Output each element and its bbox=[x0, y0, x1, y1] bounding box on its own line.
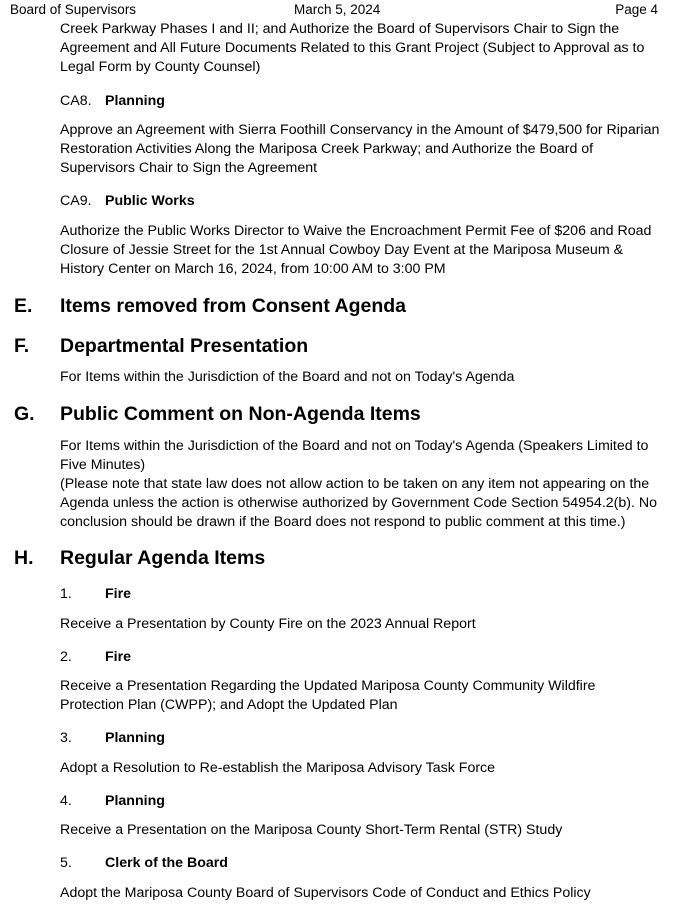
item-department: Public Works bbox=[105, 193, 195, 209]
item-department: Planning bbox=[105, 730, 165, 746]
item-department: Clerk of the Board bbox=[105, 855, 228, 871]
regular-item-description: Receive a Presentation by County Fire on the 2023 Annual Report bbox=[60, 616, 476, 632]
item-department: Planning bbox=[105, 793, 165, 809]
regular-item-description: Adopt a Resolution to Re-establish the Mariposa Advisory Task Force bbox=[60, 760, 496, 776]
section-heading-g bbox=[14, 402, 421, 426]
regular-item-heading bbox=[60, 854, 228, 873]
regular-item-heading bbox=[60, 792, 165, 811]
item-number: CA9. bbox=[60, 193, 92, 209]
regular-item-heading bbox=[60, 729, 165, 748]
section-g-note: (Please note that state law does not allow action to be taken on any item not appearing on the Agenda unless the action is otherwise authorized by Government Code Section 54954.2(b). No conclusion should be drawn if the Board does not respond to public comment at this time.) bbox=[60, 476, 658, 530]
section-letter: G. bbox=[14, 403, 35, 425]
header-meeting-date: March 5, 2024 bbox=[294, 2, 381, 17]
item-department: Fire bbox=[105, 649, 132, 665]
page-header bbox=[0, 2, 680, 20]
header-body-name: Board of Supervisors bbox=[10, 2, 137, 17]
section-letter: E. bbox=[14, 295, 33, 317]
item-department: Planning bbox=[105, 93, 165, 109]
section-heading-e bbox=[14, 294, 406, 318]
section-title: Departmental Presentation bbox=[60, 335, 309, 357]
section-title: Items removed from Consent Agenda bbox=[60, 295, 407, 317]
regular-item-heading bbox=[60, 648, 131, 667]
consent-item-description: Approve an Agreement with Sierra Foothill Conservancy in the Amount of $479,500 for Riparian Restoration Activities Along the Mariposa Creek Parkway; and Authorize the Board of Supervisors Chair to Sign the Agreement bbox=[60, 122, 660, 176]
regular-item-description: Receive a Presentation Regarding the Updated Mariposa County Community Wildfire Protection Plan (CWPP); and Adopt the Updated Plan bbox=[60, 678, 596, 713]
section-letter: F. bbox=[14, 335, 30, 357]
item-number: 1. bbox=[60, 586, 72, 602]
item-number: 4. bbox=[60, 793, 72, 809]
section-g-text: For Items within the Jurisdiction of the Board and not on Today's Agenda (Speakers Limited to Five Minutes) bbox=[60, 438, 649, 473]
section-f-text: For Items within the Jurisdiction of the Board and not on Today's Agenda bbox=[60, 369, 515, 385]
section-title: Regular Agenda Items bbox=[60, 547, 266, 569]
section-heading-h bbox=[14, 546, 265, 570]
header-page-number: Page 4 bbox=[615, 2, 658, 17]
consent-item-description: Authorize the Public Works Director to Waive the Encroachment Permit Fee of $206 and Road Closure of Jessie Street for the 1st Annual Cowboy Day Event at the Mariposa Museum & History Center on March 16, 2024, from 10:00 AM to 3:00 PM bbox=[60, 223, 652, 277]
section-heading-f bbox=[14, 334, 308, 358]
regular-item-description: Adopt the Mariposa County Board of Supervisors Code of Conduct and Ethics Policy bbox=[60, 885, 591, 901]
consent-item-heading bbox=[60, 192, 195, 211]
item-number: 5. bbox=[60, 855, 72, 871]
regular-item-description: Receive a Presentation on the Mariposa County Short-Term Rental (STR) Study bbox=[60, 822, 563, 838]
item-department: Fire bbox=[105, 586, 132, 602]
consent-item-heading bbox=[60, 92, 165, 111]
continued-item-text: Creek Parkway Phases I and II; and Authorize the Board of Supervisors Chair to Sign the Agreement and All Future Documents Related to this Grant Project (Subject to Approval as to Legal Form by County Counsel) bbox=[60, 21, 645, 75]
section-letter: H. bbox=[14, 547, 34, 569]
item-number: 3. bbox=[60, 730, 72, 746]
item-number: 2. bbox=[60, 649, 72, 665]
regular-item-heading bbox=[60, 585, 131, 604]
section-title: Public Comment on Non-Agenda Items bbox=[60, 403, 421, 425]
item-number: CA8. bbox=[60, 93, 92, 109]
